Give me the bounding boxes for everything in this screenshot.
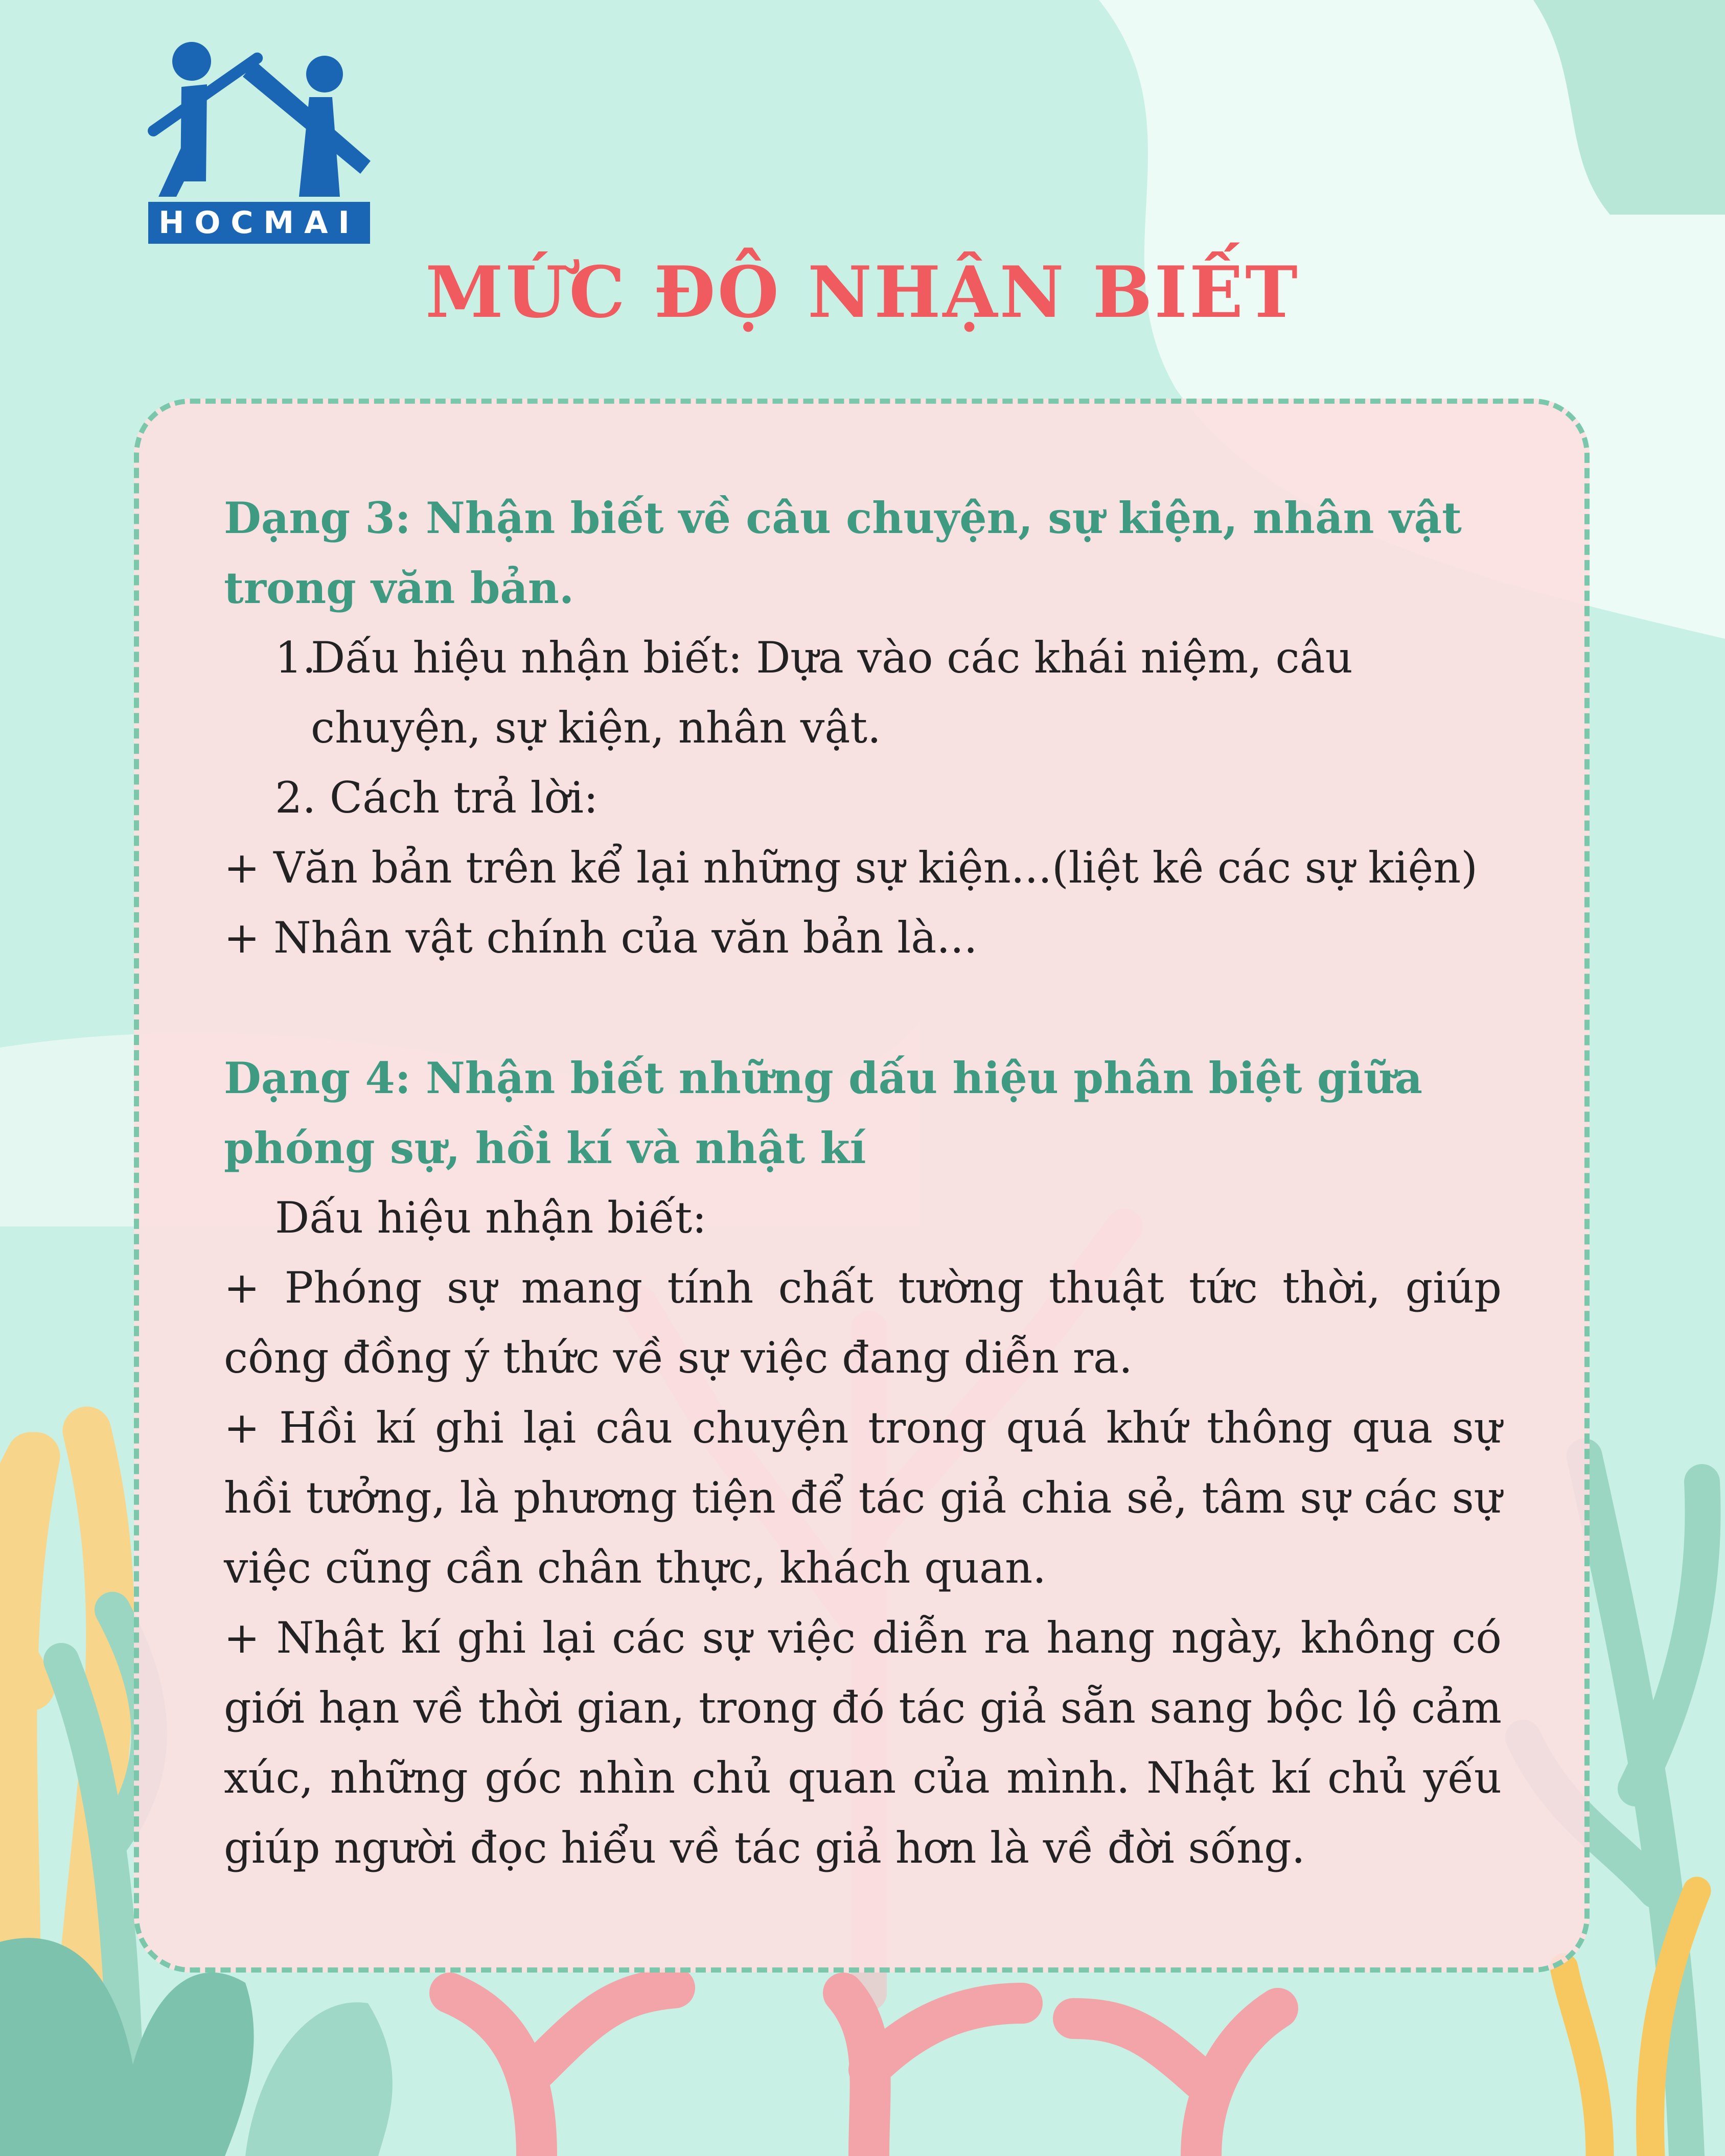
section3-bullet1: + Văn bản trên kể lại những sự kiện...(liệt kê các sự kiện)	[224, 843, 1478, 893]
page-title: MỨC ĐỘ NHẬN BIẾT	[425, 250, 1300, 334]
section4-bullet3: + Nhật kí ghi lại các sự việc diễn ra hang ngày, không có giới hạn về thời gian, trong đó tác giả sẵn sang bộc lộ cảm xúc, những góc nhìn chủ quan của mình. Nhật kí chủ yếu giúp người đọc hiểu về tác giả hơn là về đời sống.	[224, 1613, 1502, 1873]
section3-item1	[224, 623, 1502, 763]
item1-number: 1.	[275, 633, 316, 683]
item1-text: Dấu hiệu nhận biết: Dựa vào các khái niệm, câu chuyện, sự kiện, nhân vật.	[311, 633, 1353, 753]
section4-intro: Dấu hiệu nhận biết:	[275, 1193, 707, 1243]
section3-bullet2: + Nhân vật chính của văn bản là...	[224, 913, 978, 963]
section4-heading: Dạng 4: Nhận biết những dấu hiệu phân biệt giữa phóng sự, hồi kí và nhật kí	[224, 1053, 1423, 1173]
section3-item2: 2. Cách trả lời:	[275, 773, 599, 823]
section4-bullet2: + Hồi kí ghi lại câu chuyện trong quá khứ thông qua sự hồi tưởng, là phương tiện để tác giả chia sẻ, tâm sự các sự việc cũng cần chân thực, khách quan.	[224, 1403, 1502, 1593]
content-body	[224, 483, 1502, 1883]
section3-heading: Dạng 3: Nhận biết về câu chuyện, sự kiện, nhân vật trong văn bản.	[224, 493, 1462, 613]
section4-bullet1: + Phóng sự mang tính chất tường thuật tức thời, giúp công đồng ý thức về sự việc đang diễn ra.	[224, 1263, 1502, 1383]
hocmai-logo-text: HOCMAI	[148, 202, 370, 244]
